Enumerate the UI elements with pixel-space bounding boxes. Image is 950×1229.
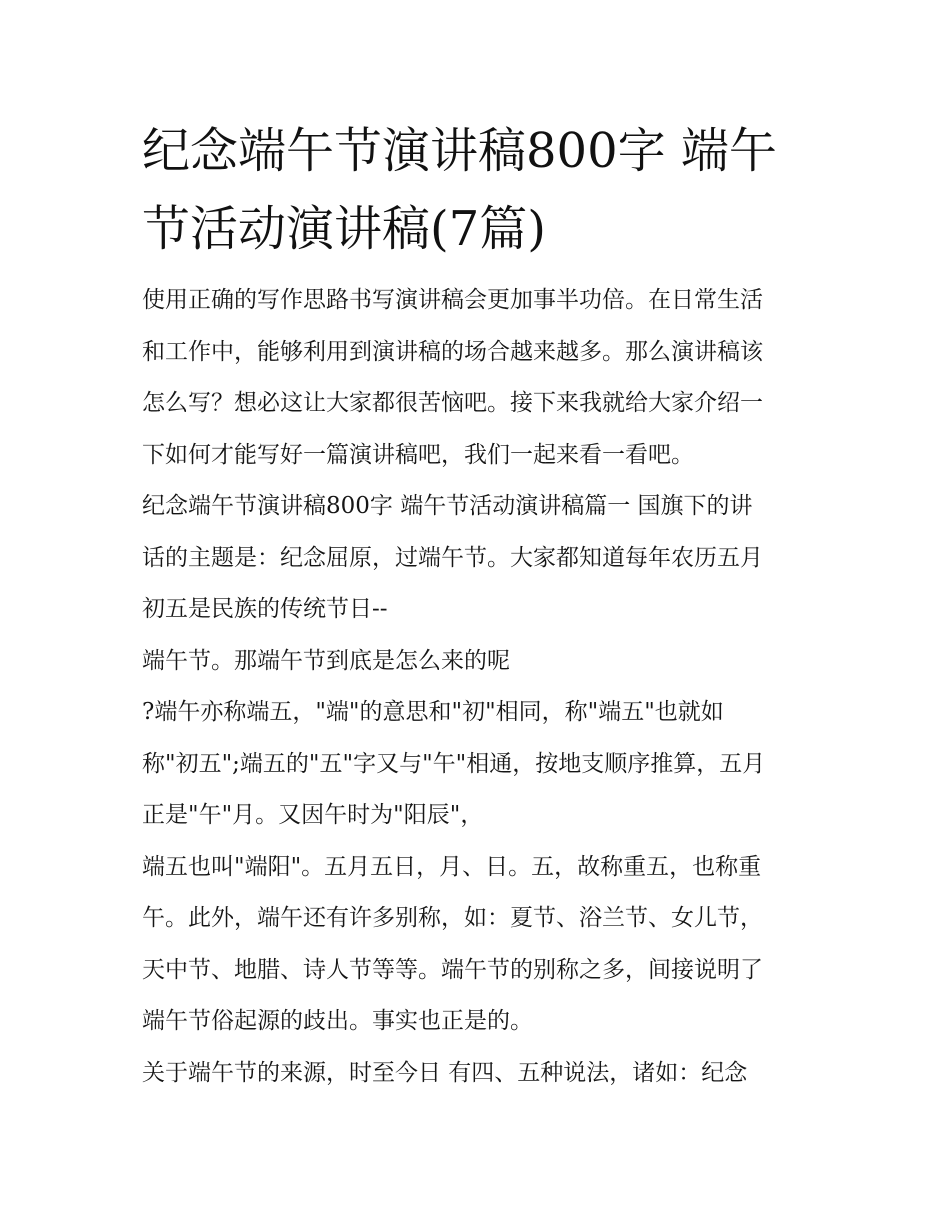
body-line: 和工作中，能够利用到演讲稿的场合越来越多。那么演讲稿该 <box>142 338 763 365</box>
body-line: 初五是民族的传统节日-- <box>142 596 388 622</box>
body-line: 端午节。那端午节到底是怎么来的呢 <box>142 647 510 674</box>
body-line: 下如何才能写好一篇演讲稿吧，我们一起来看一看吧。 <box>142 441 694 468</box>
body-line: 纪念端午节演讲稿800字 端午节活动演讲稿篇一 国旗下的讲 <box>142 493 753 519</box>
title-line: 节活动演讲稿(7篇) <box>142 201 546 257</box>
body-line: 使用正确的写作思路书写演讲稿会更加事半功倍。在日常生活 <box>142 287 763 313</box>
body-line: 怎么写？想必这让大家都很苦恼吧。接下来我就给大家介绍一 <box>142 390 763 416</box>
body-line: 关于端午节的来源，时至今日 有四、五种说法，诸如：纪念 <box>142 1059 748 1086</box>
body-line: 端午节俗起源的歧出。事实也正是的。 <box>142 1008 533 1034</box>
body-line: 天中节、地腊、诗人节等等。端午节的别称之多，间接说明了 <box>142 956 763 983</box>
document-title <box>142 112 822 268</box>
document-body <box>142 275 822 1099</box>
body-line: ?端午亦称端五，"端"的意思和"初"相同，称"端五"也就如 <box>142 699 724 725</box>
body-line: 称"初五";端五的"五"字又与"午"相通，按地支顺序推算，五月 <box>142 750 766 777</box>
body-line: 话的主题是：纪念屈原，过端午节。大家都知道每年农历五月 <box>142 544 763 571</box>
body-line: 端五也叫"端阳"。五月五日，月、日。五，故称重五，也称重 <box>142 853 762 880</box>
body-line: 正是"午"月。又因午时为"阳辰"， <box>142 802 484 828</box>
title-line: 纪念端午节演讲稿800字 端午 <box>142 123 777 179</box>
body-line: 午。此外，端午还有许多别称，如：夏节、浴兰节、女儿节， <box>142 905 763 931</box>
